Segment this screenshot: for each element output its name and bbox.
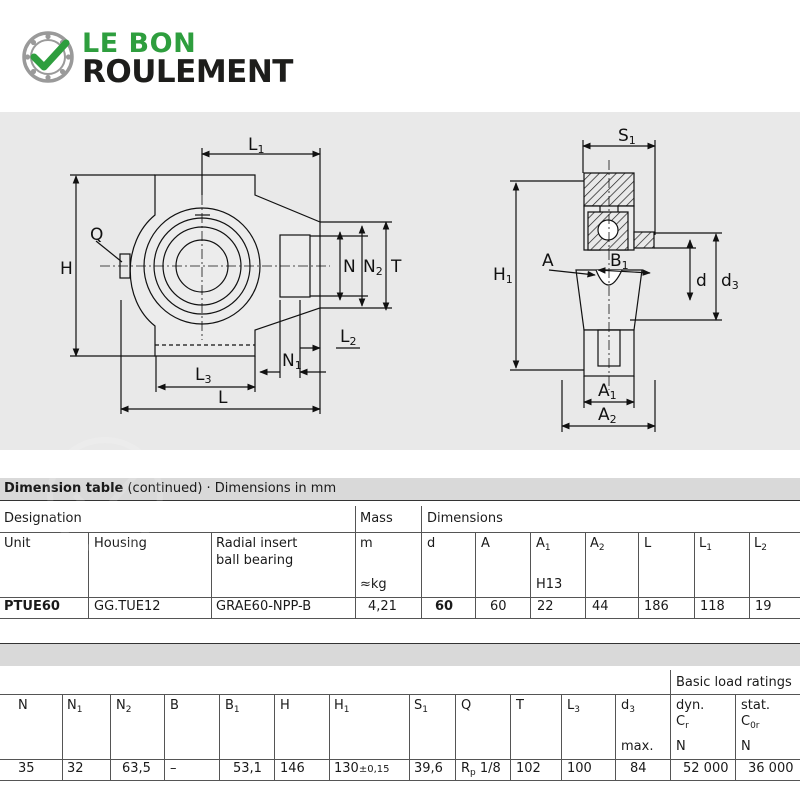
label-N2: N2 — [363, 257, 383, 278]
label-L2: L2 — [340, 327, 357, 348]
N-header: N — [18, 698, 28, 713]
label-A1: A1 — [598, 381, 617, 402]
row2-H1: 130±0,15 — [334, 761, 390, 776]
Q-header: Q — [461, 698, 472, 713]
designation-header: Designation — [4, 511, 82, 526]
row-L1: 118 — [700, 599, 725, 614]
C0r-unit-header: N — [741, 739, 751, 754]
basic-load-header: Basic load ratings — [676, 675, 792, 690]
label-L3: L3 — [195, 365, 212, 386]
row2-d3: 84 — [630, 761, 647, 776]
d3-max-header: max. — [621, 739, 654, 754]
table1-caption: Dimension table (continued) · Dimensions in mm — [4, 481, 337, 496]
label-B1: B1 — [610, 251, 629, 272]
Cr-unit-header: N — [676, 739, 686, 754]
row-d: 60 — [435, 599, 454, 614]
technical-drawing — [0, 112, 800, 450]
label-d: d — [696, 271, 707, 291]
label-N1: N1 — [282, 351, 302, 372]
logo-line2: ROULEMENT — [82, 54, 293, 90]
drawing-svg — [0, 112, 800, 450]
label-T: T — [391, 257, 402, 277]
N1-header: $N_1$ — [67, 698, 83, 715]
L2-header: $L_2$ — [754, 536, 767, 553]
Cr-header: $C_r$ — [676, 714, 689, 731]
A-header: A — [481, 536, 490, 551]
table2-band — [0, 644, 800, 666]
bearing-check-icon — [22, 29, 78, 85]
row-A1: 22 — [537, 599, 554, 614]
label-L1: L1 — [248, 135, 265, 156]
row2-N1: 32 — [67, 761, 84, 776]
label-A2: A2 — [598, 405, 617, 426]
H13-header: H13 — [536, 577, 563, 592]
insert-header-line2: ball bearing — [216, 553, 294, 568]
label-L: L — [218, 388, 228, 408]
dimensions-header: Dimensions — [427, 511, 503, 526]
mass-header: Mass — [360, 511, 393, 526]
housing-header: Housing — [94, 536, 147, 551]
row2-L3: 100 — [567, 761, 592, 776]
dyn-header: dyn. — [676, 698, 705, 713]
row2-N2: 63,5 — [122, 761, 151, 776]
insert-header-line1: Radial insert — [216, 536, 298, 551]
stat-header: stat. — [741, 698, 771, 713]
row2-S1: 39,6 — [414, 761, 443, 776]
row-A: 60 — [490, 599, 507, 614]
mass-m-header: m — [360, 536, 373, 551]
row2-Q: $R_p$ 1/8 — [461, 761, 501, 778]
row2-T: 102 — [516, 761, 541, 776]
H-header: H — [280, 698, 290, 713]
row-insert: GRAE60-NPP-B — [216, 599, 312, 614]
row2-N: 35 — [18, 761, 35, 776]
L-header: L — [644, 536, 652, 551]
row2-Cr: 52 000 — [683, 761, 729, 776]
row-L2: 19 — [755, 599, 772, 614]
S1-header: $S_1$ — [414, 698, 428, 715]
row2-C0r: 36 000 — [748, 761, 794, 776]
label-S1: S1 — [618, 126, 636, 147]
H1-header: $H_1$ — [334, 698, 350, 715]
row-A2: 44 — [592, 599, 609, 614]
logo-line1: LE BON — [82, 28, 197, 59]
logo — [22, 26, 322, 88]
T-header: T — [516, 698, 524, 713]
A2-header: $A_2$ — [590, 536, 605, 553]
L3-header: $L_3$ — [567, 698, 580, 715]
B-header: B — [170, 698, 179, 713]
unit-header: Unit — [4, 536, 31, 551]
label-d3: d3 — [721, 271, 739, 292]
row2-B1: 53,1 — [233, 761, 262, 776]
row-L: 186 — [644, 599, 669, 614]
label-Q: Q — [90, 225, 104, 245]
label-N: N — [343, 257, 356, 277]
d3-header: $d_3$ — [621, 698, 635, 715]
label-H1: H1 — [493, 265, 513, 286]
row-unit: PTUE60 — [4, 599, 60, 614]
N2-header: $N_2$ — [116, 698, 132, 715]
label-A: A — [542, 251, 554, 271]
label-H: H — [60, 259, 73, 279]
row2-H: 146 — [280, 761, 305, 776]
mass-unit-header: ≈kg — [360, 577, 387, 592]
L1-header: $L_1$ — [699, 536, 712, 553]
row-housing: GG.TUE12 — [94, 599, 161, 614]
C0r-header: $C_{0r}$ — [741, 714, 760, 731]
d-header: d — [427, 536, 436, 551]
B1-header: $B_1$ — [225, 698, 240, 715]
row2-B: – — [170, 761, 177, 776]
row-mass: 4,21 — [368, 599, 397, 614]
A1-header: $A_1$ — [536, 536, 551, 553]
